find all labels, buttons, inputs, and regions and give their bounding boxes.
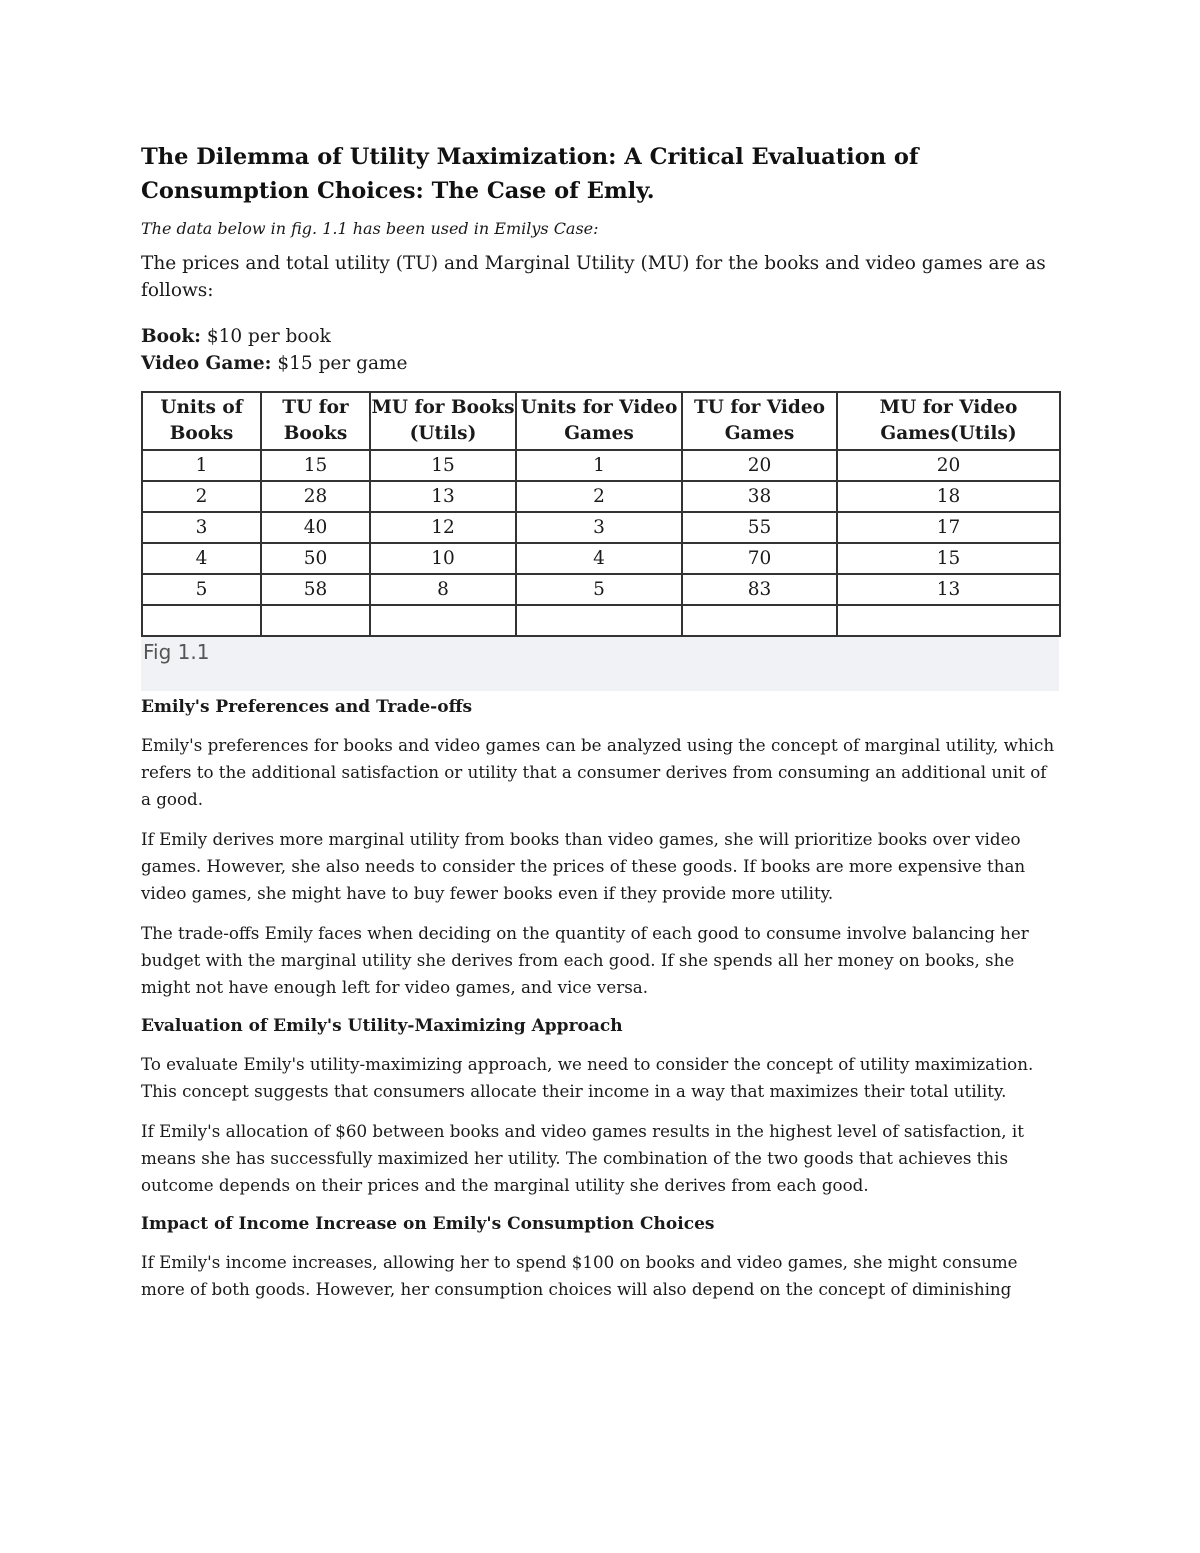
table-cell	[142, 605, 261, 636]
intro-paragraph: The prices and total utility (TU) and Marginal Utility (MU) for the books and video games are as follows:	[141, 253, 1046, 301]
price-list	[141, 323, 1059, 377]
price-line-video-game	[141, 350, 1059, 377]
table-cell: 8	[370, 574, 516, 605]
table-cell	[682, 605, 837, 636]
table-cell: 3	[142, 512, 261, 543]
document-title: The Dilemma of Utility Maximization: A Critical Evaluation of Consumption Choices: The Case of Emly.	[141, 144, 919, 204]
table-cell: 83	[682, 574, 837, 605]
table-cell: 4	[142, 543, 261, 574]
section-heading-income-impact: Impact of Income Increase on Emily's Consumption Choices	[141, 1214, 715, 1234]
table-cell: 40	[261, 512, 370, 543]
section-heading-preferences: Emily's Preferences and Trade-offs	[141, 697, 473, 717]
header-tu-for-books: TU for Books	[261, 392, 370, 450]
table-cell: 15	[837, 543, 1060, 574]
table-cell: 15	[261, 450, 370, 481]
table-cell: 4	[516, 543, 682, 574]
table-cell: 55	[682, 512, 837, 543]
table-cell: 13	[370, 481, 516, 512]
utility-table	[141, 391, 1061, 637]
header-units-for-video-games: Units for Video Games	[516, 392, 682, 450]
header-mu-for-video-games: MU for Video Games(Utils)	[837, 392, 1060, 450]
table-row	[142, 543, 1060, 574]
table-cell: 17	[837, 512, 1060, 543]
table-cell: 10	[370, 543, 516, 574]
price-line-book	[141, 323, 1059, 350]
table-row	[142, 574, 1060, 605]
paragraph: If Emily's income increases, allowing her to spend $100 on books and video games, she might consume more of both goods. However, her consumption choices will also depend on the concept of diminishing	[141, 1252, 1018, 1299]
paragraph: If Emily derives more marginal utility from books than video games, she will prioritize books over video games. However, she also needs to consider the prices of these goods. If books are more expensive than video games, she might have to buy fewer books even if they provide more utility.	[141, 829, 1026, 903]
table-cell: 15	[370, 450, 516, 481]
paragraph: To evaluate Emily's utility-maximizing approach, we need to consider the concept of utility maximization. This concept suggests that consumers allocate their income in a way that maximizes their total utility.	[141, 1054, 1034, 1101]
table-cell: 3	[516, 512, 682, 543]
header-mu-for-books: MU for Books (Utils)	[370, 392, 516, 450]
table-row	[142, 512, 1060, 543]
table-cell: 2	[142, 481, 261, 512]
table-cell	[370, 605, 516, 636]
table-header-row	[142, 392, 1060, 450]
table-cell: 13	[837, 574, 1060, 605]
figure-caption: Fig 1.1	[141, 637, 1059, 691]
header-units-of-books: Units of Books	[142, 392, 261, 450]
table-row-empty	[142, 605, 1060, 636]
paragraph: Emily's preferences for books and video games can be analyzed using the concept of marginal utility, which refers to the additional satisfaction or utility that a consumer derives from consuming an additional unit of a good.	[141, 735, 1055, 809]
table-cell: 50	[261, 543, 370, 574]
header-tu-for-video-games: TU for Video Games	[682, 392, 837, 450]
document-page	[141, 140, 1059, 1316]
table-cell: 2	[516, 481, 682, 512]
table-row	[142, 450, 1060, 481]
table-cell: 1	[516, 450, 682, 481]
table-cell: 38	[682, 481, 837, 512]
table-cell: 1	[142, 450, 261, 481]
table-cell: 12	[370, 512, 516, 543]
table-cell: 28	[261, 481, 370, 512]
paragraph: If Emily's allocation of $60 between books and video games results in the highest level of satisfaction, it means she has successfully maximized her utility. The combination of the two goods that achieves this outcome depends on their prices and the marginal utility she derives from each good.	[141, 1121, 1024, 1195]
section-heading-evaluation: Evaluation of Emily's Utility-Maximizing Approach	[141, 1016, 623, 1036]
paragraph: The trade-offs Emily faces when deciding on the quantity of each good to consume involve balancing her budget with the marginal utility she derives from each good. If she spends all her money on books, she might not have enough left for video games, and vice versa.	[141, 923, 1029, 997]
intro-italic-note: The data below in fig. 1.1 has been used in Emilys Case:	[141, 219, 599, 238]
table-cell: 20	[682, 450, 837, 481]
table-cell: 5	[516, 574, 682, 605]
price-label: Video Game:	[141, 353, 272, 374]
table-cell: 58	[261, 574, 370, 605]
price-value: $10 per book	[200, 326, 331, 347]
table-cell: 5	[142, 574, 261, 605]
table-row	[142, 481, 1060, 512]
table-cell: 20	[837, 450, 1060, 481]
price-label: Book:	[141, 326, 201, 347]
table-cell	[261, 605, 370, 636]
table-cell	[516, 605, 682, 636]
price-value: $15 per game	[271, 353, 408, 374]
table-cell	[837, 605, 1060, 636]
table-cell: 18	[837, 481, 1060, 512]
table-cell: 70	[682, 543, 837, 574]
